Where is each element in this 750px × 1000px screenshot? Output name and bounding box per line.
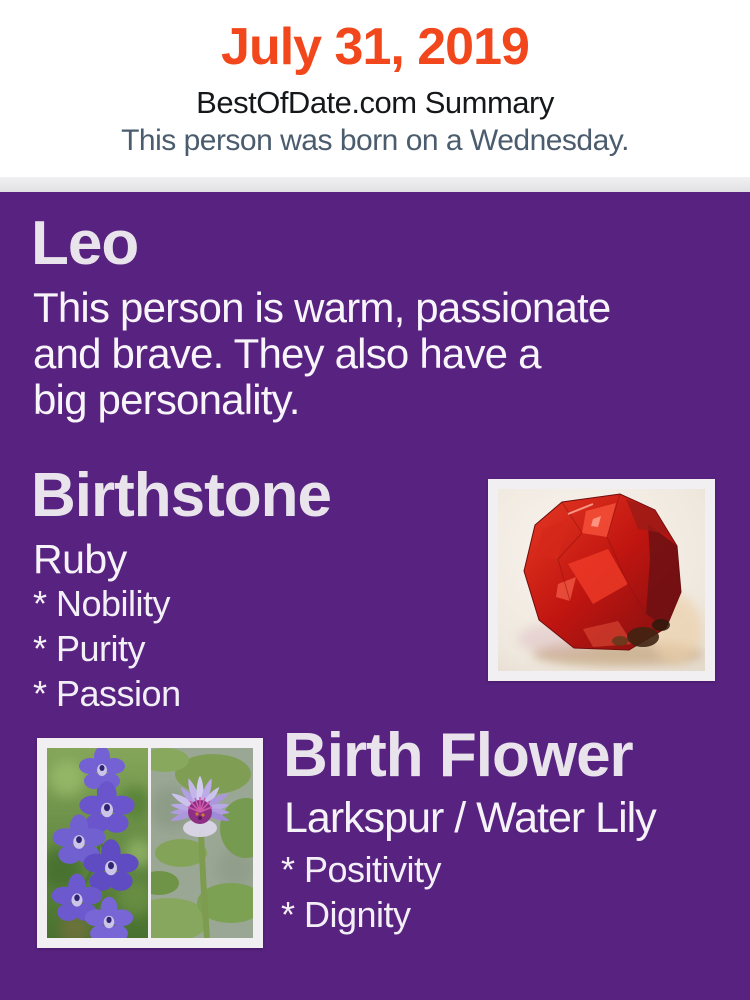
birth-flower-photo-frame [37,738,263,948]
ruby-gemstone-image [498,489,705,671]
birthstone-trait: * Passion [33,673,181,714]
larkspur-photo [47,748,153,938]
header-divider [0,177,750,192]
birthstone-heading: Birthstone [31,461,331,530]
birth-flower-heading: Birth Flower [283,721,633,790]
birthstone-trait-list [33,581,181,716]
zodiac-description [33,285,610,423]
birthstone-trait: * Nobility [33,583,171,624]
page-title: July 31, 2019 [221,18,529,76]
zodiac-description-line: big personality. [33,376,300,423]
larkspur-water-lily-image [47,748,253,938]
birthstone-trait: * Purity [33,628,146,669]
birth-flower-name: Larkspur / Water Lily [284,794,656,842]
weekday-note: This person was born on a Wednesday. [121,124,629,157]
birthstone-name: Ruby [33,536,127,582]
zodiac-description-line: This person is warm, passionate [33,284,611,331]
birth-flower-trait: * Positivity [281,849,442,890]
birthstone-photo-frame [488,479,715,681]
birth-flower-trait-list [281,847,441,937]
zodiac-sign-heading: Leo [31,209,139,278]
header [0,0,750,177]
site-summary: BestOfDate.com Summary [196,85,554,120]
zodiac-description-line: and brave. They also have a [33,330,541,377]
summary-body [0,192,750,1000]
birth-flower-trait: * Dignity [281,894,411,935]
